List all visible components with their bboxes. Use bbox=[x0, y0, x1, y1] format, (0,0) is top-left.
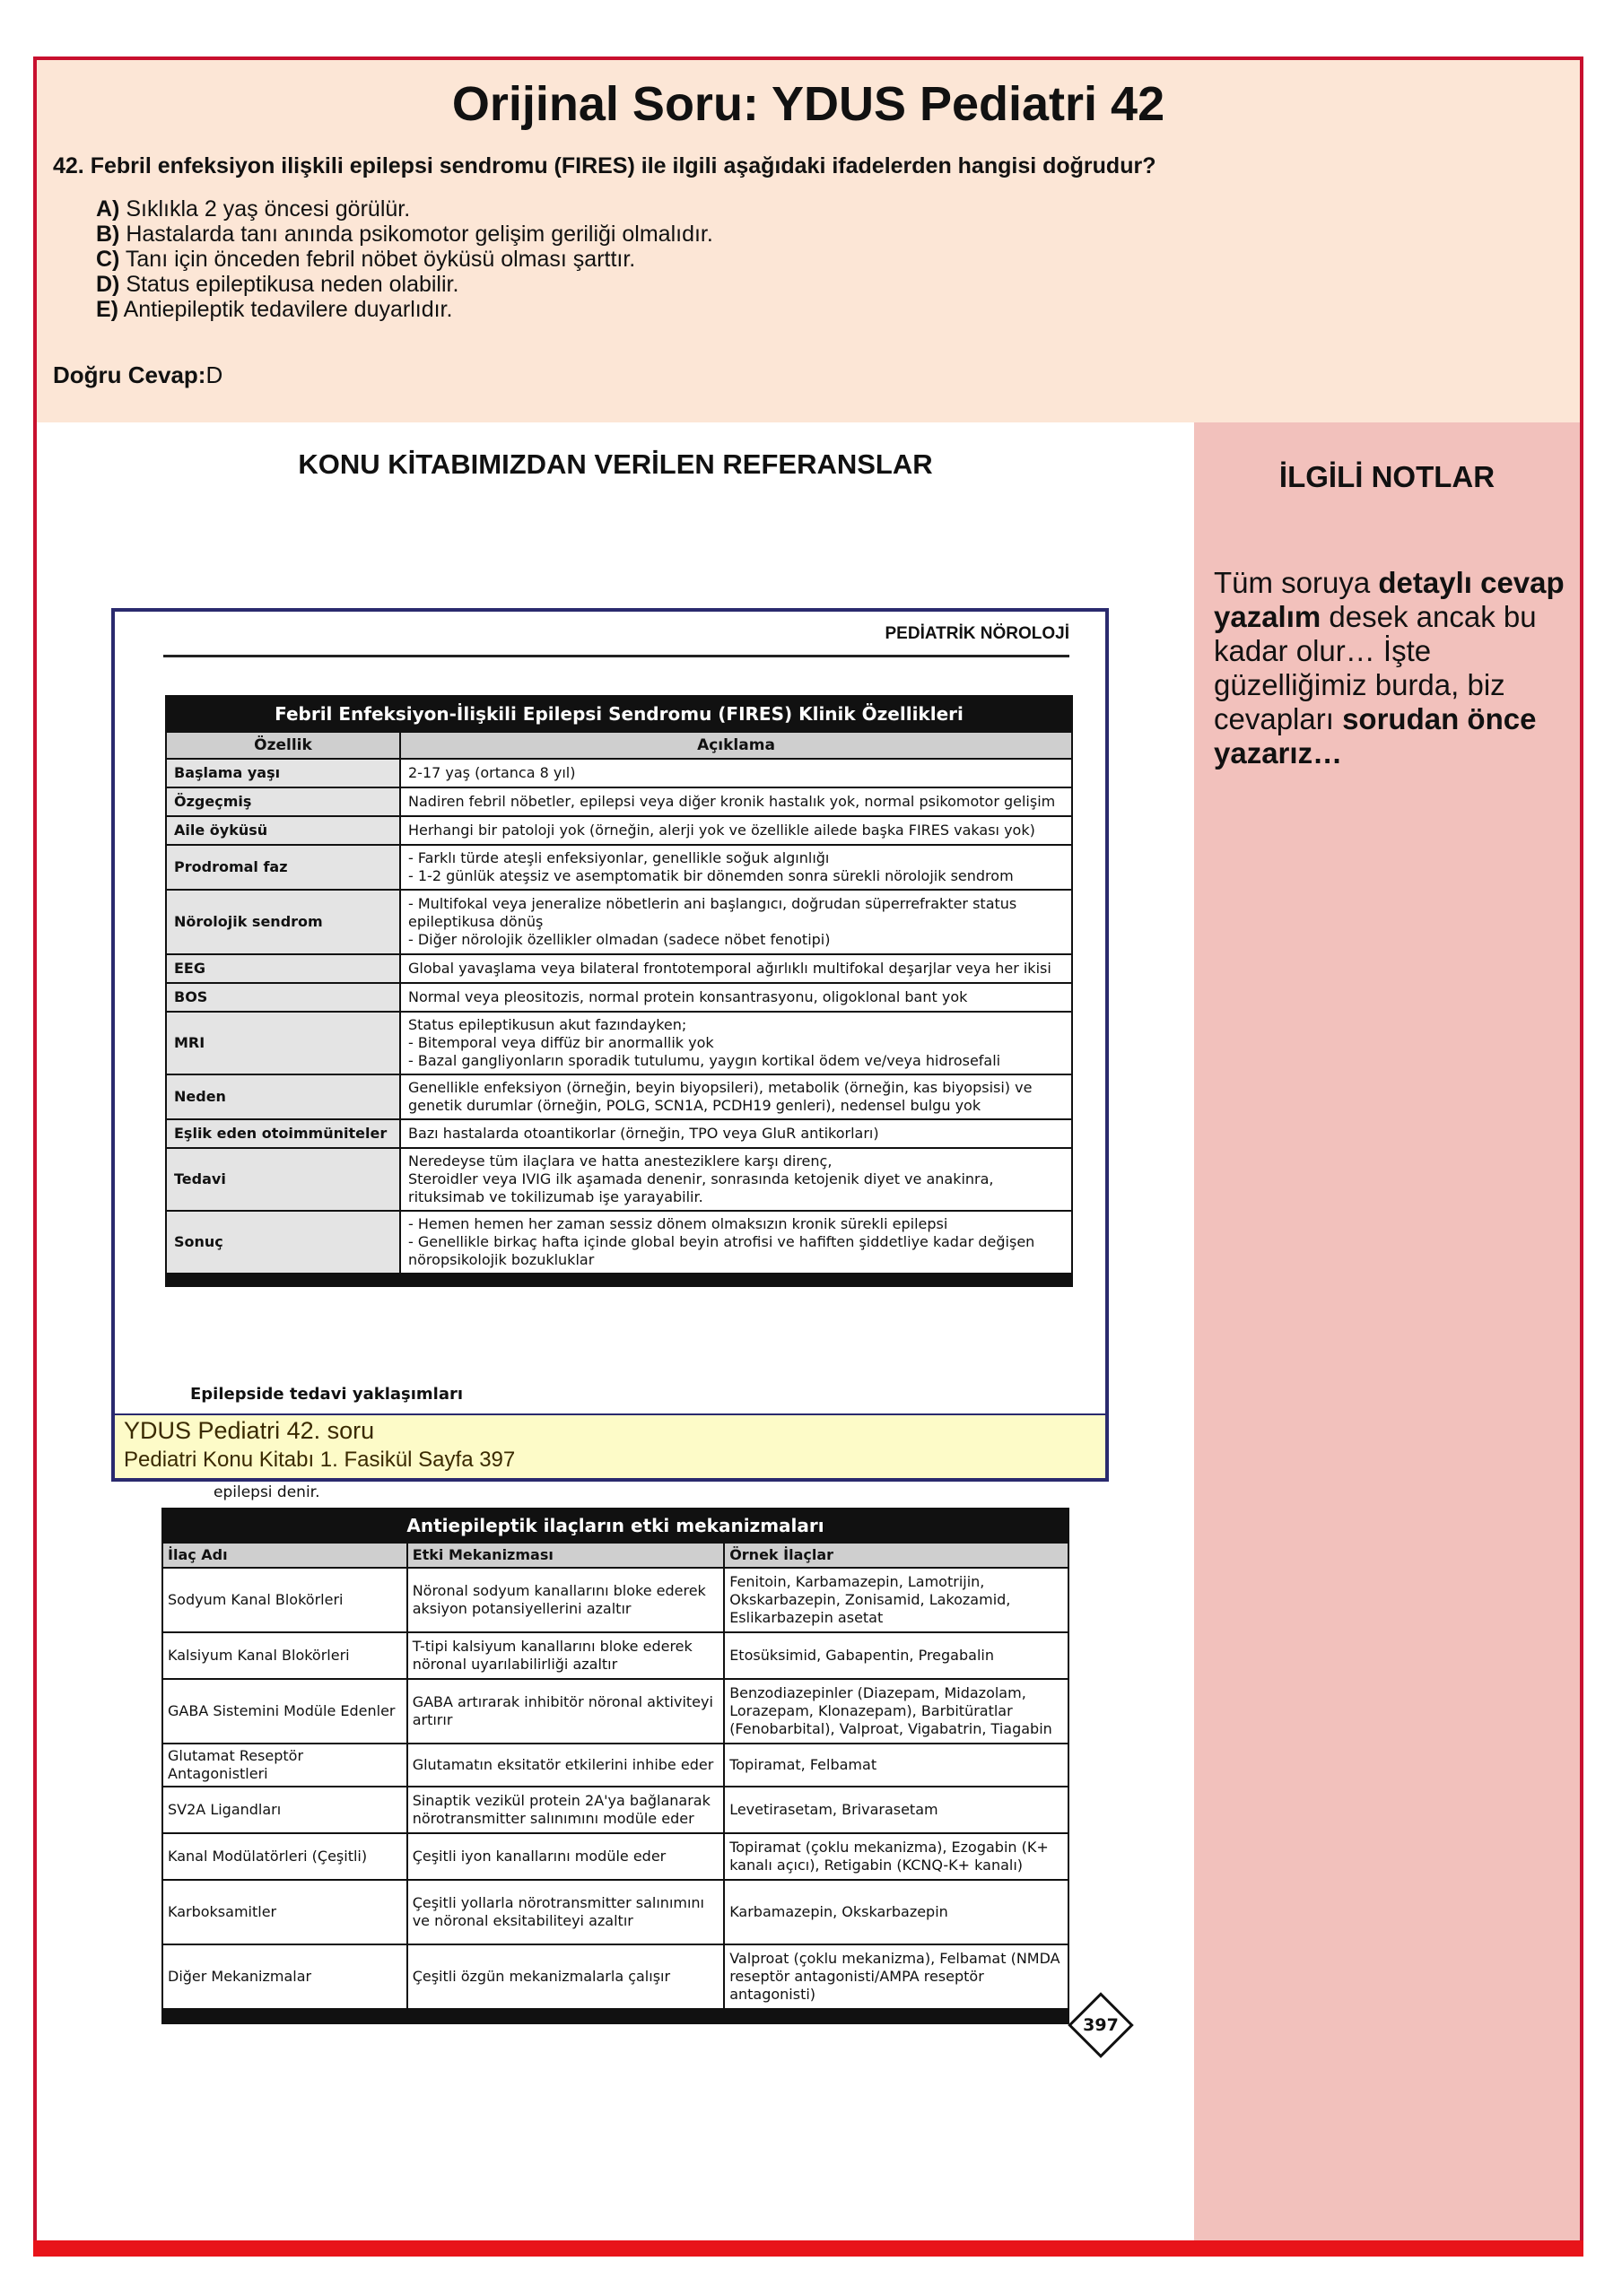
fires-row bbox=[166, 1148, 1072, 1211]
fires-description-line: - Bitemporal veya diffüz bir anormallik yok bbox=[408, 1034, 714, 1051]
fires-description-line: Herhangi bir patoloji yok (örneğin, alerji yok ve özellikle ailede başka FIRES vakası yok) bbox=[408, 822, 1035, 839]
fires-table bbox=[165, 695, 1073, 1287]
drug-row bbox=[162, 1880, 1068, 1944]
fires-description bbox=[400, 1119, 1072, 1148]
caption-line-2: Pediatri Konu Kitabı 1. Fasikül Sayfa 397 bbox=[124, 1448, 516, 1472]
reference-scan bbox=[111, 608, 1109, 1417]
drug-mechanism: Çeşitli özgün mekanizmalarla çalışır bbox=[407, 1944, 725, 2009]
drug-examples: Topiramat (çoklu mekanizma), Ezogabin (K+ kanalı açıcı), Retigabin (KCNQ-K+ kanalı) bbox=[724, 1833, 1068, 1880]
fires-description-line: Global yavaşlama veya bilateral frontotemporal ağırlıklı multifokal deşarjlar veya her ikisi bbox=[408, 960, 1051, 977]
page-header: PEDİATRİK NÖROLOJİ bbox=[885, 624, 1069, 643]
fires-feature: Eşlik eden otoimmüniteler bbox=[166, 1119, 400, 1148]
fragment-text: epilepsi denir. bbox=[214, 1483, 320, 1501]
fires-row bbox=[166, 890, 1072, 954]
fires-description-line: - Diğer nörolojik özellikler olmadan (sadece nöbet fenotipi) bbox=[408, 931, 831, 948]
fires-table-title: Febril Enfeksiyon-İlişkili Epilepsi Sendromu (FIRES) Klinik Özellikleri bbox=[166, 696, 1072, 732]
drug-mechanism: Çeşitli iyon kanallarını modüle eder bbox=[407, 1833, 725, 1880]
fires-description bbox=[400, 759, 1072, 787]
drug-row bbox=[162, 1944, 1068, 2009]
fires-feature: Nörolojik sendrom bbox=[166, 890, 400, 954]
fires-header-desc: Açıklama bbox=[400, 732, 1072, 759]
drug-examples: Fenitoin, Karbamazepin, Lamotrijin, Okskarbazepin, Zonisamid, Lakozamid, Eslikarbazepin asetat bbox=[724, 1568, 1068, 1632]
fires-feature: Aile öyküsü bbox=[166, 816, 400, 845]
fires-description bbox=[400, 1074, 1072, 1119]
fires-description bbox=[400, 1148, 1072, 1211]
drug-class: SV2A Ligandları bbox=[162, 1787, 407, 1833]
fires-feature: Prodromal faz bbox=[166, 845, 400, 890]
reference-caption bbox=[111, 1415, 1109, 1482]
drug-row bbox=[162, 1833, 1068, 1880]
drug-mechanism: GABA artırarak inhibitör nöronal aktiviteyi artırır bbox=[407, 1679, 725, 1744]
drug-mechanism: Çeşitli yollarla nörotransmitter salınımını ve nöronal eksitabiliteyi azaltır bbox=[407, 1880, 725, 1944]
fires-description bbox=[400, 954, 1072, 983]
drug-examples: Topiramat, Felbamat bbox=[724, 1744, 1068, 1787]
fires-row bbox=[166, 954, 1072, 983]
page-number: 397 bbox=[1083, 2015, 1119, 2035]
references-title: KONU KİTABIMIZDAN VERİLEN REFERANSLAR bbox=[298, 448, 933, 480]
fires-feature: BOS bbox=[166, 983, 400, 1012]
fires-description-line: 2-17 yaş (ortanca 8 yıl) bbox=[408, 764, 576, 781]
fires-description-line: Nadiren febril nöbetler, epilepsi veya diğer kronik hastalık yok, normal psikomotor gelişim bbox=[408, 793, 1056, 810]
question-panel bbox=[37, 60, 1580, 422]
fires-feature: MRI bbox=[166, 1012, 400, 1074]
fires-table-footer bbox=[166, 1274, 1072, 1286]
answer-value: D bbox=[205, 361, 223, 388]
drug-row bbox=[162, 1679, 1068, 1744]
fires-description bbox=[400, 890, 1072, 954]
notes-body: Tüm soruya detaylı cevap yazalım desek ancak bu kadar olur… İşte güzelliğimiz burda, biz cevapları sorudan önce yazarız… bbox=[1214, 566, 1565, 770]
fires-row bbox=[166, 1074, 1072, 1119]
fires-description-line: Neredeyse tüm ilaçlara ve hatta anesteziklere karşı direnç, bbox=[408, 1152, 833, 1170]
fires-row bbox=[166, 816, 1072, 845]
option-c: C) Tanı için önceden febril nöbet öyküsü olması şarttır. bbox=[96, 247, 636, 272]
fires-description-line: - Bazal gangliyonların sporadik tutulumu, yaygın kortikal ödem ve/veya hidrosefali bbox=[408, 1052, 1001, 1069]
fires-description-line: Normal veya pleositozis, normal protein konsantrasyonu, oligoklonal bant yok bbox=[408, 988, 968, 1005]
question-stem: Febril enfeksiyon ilişkili epilepsi sendromu (FIRES) ile ilgili aşağıdaki ifadelerden hangisi doğrudur? bbox=[90, 153, 1156, 178]
drug-row bbox=[162, 1744, 1068, 1787]
drug-mechanism: Sinaptik vezikül protein 2A'ya bağlanarak nörotransmitter salınımını modüle eder bbox=[407, 1787, 725, 1833]
drug-class: Glutamat Reseptör Antagonistleri bbox=[162, 1744, 407, 1787]
bottom-bar bbox=[33, 2240, 1583, 2257]
fires-description bbox=[400, 845, 1072, 890]
drug-header-name: İlaç Adı bbox=[162, 1543, 407, 1568]
drug-mechanism: Glutamatın eksitatör etkilerini inhibe eder bbox=[407, 1744, 725, 1787]
fires-description-line: Steroidler veya IVIG ilk aşamada denenir, sonrasında ketojenik diyet ve anakinra, rituksimab ve tokilizumab işe yarayabilir. bbox=[408, 1170, 994, 1205]
fires-description-line: - Farklı türde ateşli enfeksiyonlar, genellikle soğuk algınlığı bbox=[408, 849, 830, 866]
option-e: E) Antiepileptik tedavilere duyarlıdır. bbox=[96, 297, 453, 322]
fires-feature: EEG bbox=[166, 954, 400, 983]
option-d: D) Status epileptikusa neden olabilir. bbox=[96, 272, 459, 297]
drug-examples: Benzodiazepinler (Diazepam, Midazolam, Lorazepam, Klonazepam), Barbitüratlar (Fenobarbital), Valproat, Vigabatrin, Tiagabin bbox=[724, 1679, 1068, 1744]
option-b: B) Hastalarda tanı anında psikomotor gelişim geriliği olmalıdır. bbox=[96, 222, 713, 247]
notes-title: İLGİLİ NOTLAR bbox=[1278, 460, 1496, 493]
drug-class: Karboksamitler bbox=[162, 1880, 407, 1944]
fires-description-line: - Genellikle birkaç hafta içinde global beyin atrofisi ve hafiften şiddetliye kadar değişen nöropsikolojik bozukluklar bbox=[408, 1233, 1035, 1268]
drug-class: GABA Sistemini Modüle Edenler bbox=[162, 1679, 407, 1744]
fires-feature: Sonuç bbox=[166, 1211, 400, 1274]
drug-header-mechanism: Etki Mekanizması bbox=[407, 1543, 725, 1568]
drug-class: Sodyum Kanal Blokörleri bbox=[162, 1568, 407, 1632]
fires-description bbox=[400, 816, 1072, 845]
fires-description-line: - 1-2 günlük ateşsiz ve asemptomatik bir dönemden sonra sürekli nörolojik sendrom bbox=[408, 867, 1014, 884]
drug-examples: Etosüksimid, Gabapentin, Pregabalin bbox=[724, 1632, 1068, 1679]
header-rule bbox=[163, 655, 1069, 657]
fires-description bbox=[400, 983, 1072, 1012]
fires-description-line: Genellikle enfeksiyon (örneğin, beyin biyopsileri), metabolik (örneğin, kas biyopsisi) ve genetik durumlar (örneğin, POLG, SCN1A, PCDH19 genleri), nedensel bulgu yok bbox=[408, 1079, 1033, 1114]
notes-panel bbox=[1194, 422, 1580, 2240]
fires-row bbox=[166, 787, 1072, 816]
fires-header-feature: Özellik bbox=[166, 732, 400, 759]
fires-description bbox=[400, 787, 1072, 816]
fires-row bbox=[166, 1211, 1072, 1274]
fires-row bbox=[166, 983, 1072, 1012]
drug-row bbox=[162, 1568, 1068, 1632]
drug-table-footer bbox=[162, 2009, 1068, 2023]
fires-row bbox=[166, 1119, 1072, 1148]
fires-description bbox=[400, 1211, 1072, 1274]
question-title: Orijinal Soru: YDUS Pediatri 42 bbox=[451, 77, 1165, 131]
fires-description bbox=[400, 1012, 1072, 1074]
fires-feature: Tedavi bbox=[166, 1148, 400, 1211]
fires-description-line: Status epileptikusun akut fazındayken; bbox=[408, 1016, 687, 1033]
drug-class: Kanal Modülatörleri (Çeşitli) bbox=[162, 1833, 407, 1880]
drug-examples: Valproat (çoklu mekanizma), Felbamat (NMDA reseptör antagonisti/AMPA reseptör antagonisti) bbox=[724, 1944, 1068, 2009]
fires-feature: Başlama yaşı bbox=[166, 759, 400, 787]
fires-description-line: - Hemen hemen her zaman sessiz dönem olmaksızın kronik sürekli epilepsi bbox=[408, 1215, 948, 1232]
subheading: Epilepside tedavi yaklaşımları bbox=[190, 1385, 464, 1404]
fires-row bbox=[166, 759, 1072, 787]
drug-row bbox=[162, 1787, 1068, 1833]
drug-class: Kalsiyum Kanal Blokörleri bbox=[162, 1632, 407, 1679]
options-list bbox=[96, 196, 713, 322]
correct-answer bbox=[53, 361, 222, 389]
fires-description-line: - Multifokal veya jeneralize nöbetlerin ani başlangıcı, doğrudan süperrefrakter status epileptikusa dönüş bbox=[408, 895, 1017, 930]
answer-label: Doğru Cevap: bbox=[53, 361, 206, 388]
caption-line-1: YDUS Pediatri 42. soru bbox=[124, 1417, 375, 1444]
question-number: 42. bbox=[53, 153, 84, 178]
fires-feature: Özgeçmiş bbox=[166, 787, 400, 816]
drug-mechanism: T-tipi kalsiyum kanallarını bloke ederek nöronal uyarılabilirliği azaltır bbox=[407, 1632, 725, 1679]
drug-class: Diğer Mekanizmalar bbox=[162, 1944, 407, 2009]
drug-table bbox=[161, 1508, 1069, 2024]
drug-examples: Levetirasetam, Brivarasetam bbox=[724, 1787, 1068, 1833]
drug-table-title: Antiepileptik ilaçların etki mekanizmaları bbox=[162, 1509, 1068, 1543]
question-text bbox=[53, 153, 1155, 179]
fires-description-line: Bazı hastalarda otoantikorlar (örneğin, TPO veya GluR antikorları) bbox=[408, 1125, 879, 1142]
option-a: A) Sıklıkla 2 yaş öncesi görülür. bbox=[96, 196, 411, 222]
drug-mechanism: Nöronal sodyum kanallarını bloke ederek aksiyon potansiyellerini azaltır bbox=[407, 1568, 725, 1632]
drug-row bbox=[162, 1632, 1068, 1679]
fires-feature: Neden bbox=[166, 1074, 400, 1119]
drug-header-examples: Örnek İlaçlar bbox=[724, 1543, 1068, 1568]
drug-examples: Karbamazepin, Okskarbazepin bbox=[724, 1880, 1068, 1944]
fires-row bbox=[166, 1012, 1072, 1074]
fires-row bbox=[166, 845, 1072, 890]
